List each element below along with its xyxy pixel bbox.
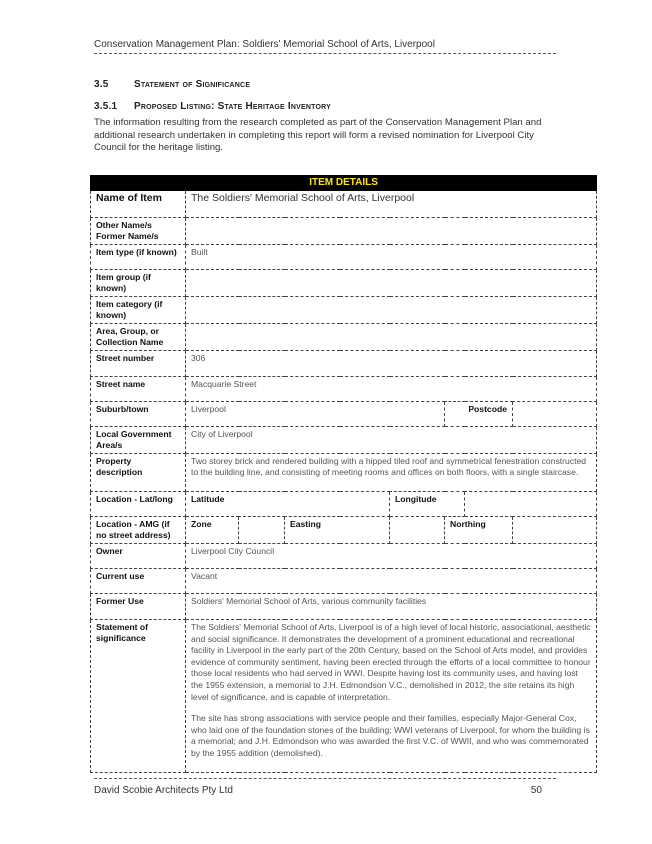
- latitude-label: Latitude: [186, 492, 390, 517]
- owner-value: Liverpool City Council: [186, 544, 597, 569]
- former-use-label: Former Use: [91, 594, 186, 620]
- postcode-value: [513, 402, 597, 427]
- name-of-item-label: Name of Item: [91, 191, 186, 218]
- amg-label: Location - AMG (if no street address): [91, 517, 186, 544]
- statement-label: Statement of significance: [91, 620, 186, 773]
- other-names-value: [186, 218, 597, 245]
- table-title: ITEM DETAILS: [91, 176, 597, 191]
- street-name-label: Street name: [91, 377, 186, 402]
- longitude-label: Longitude: [390, 492, 465, 517]
- street-number-value: 306: [186, 351, 597, 377]
- subsection-heading: [94, 101, 331, 112]
- area-group-value: [186, 324, 597, 351]
- street-number-label: Street number: [91, 351, 186, 377]
- northing-label: Northing: [445, 517, 513, 544]
- zone-label: Zone: [186, 517, 239, 544]
- page-header: Conservation Management Plan: Soldiers' Memorial School of Arts, Liverpool: [94, 39, 556, 54]
- intro-paragraph: The information resulting from the research completed as part of the Conservation Management Plan and additional research undertaken in completing this report will form a revised nomination for Liverpool City Council for the heritage listing.: [94, 117, 542, 153]
- area-group-label: Area, Group, or Collection Name: [91, 324, 186, 351]
- other-names-label: Other Name/s Former Name/s: [91, 218, 186, 245]
- former-use-value: Soldiers' Memorial School of Arts, various community facilities: [186, 594, 597, 620]
- item-type-label: Item type (if known): [91, 245, 186, 270]
- owner-label: Owner: [91, 544, 186, 569]
- item-type-value: Built: [186, 245, 597, 270]
- longitude-value: [465, 492, 597, 517]
- suburb-value: Liverpool: [186, 402, 445, 427]
- current-use-value: Vacant: [186, 569, 597, 594]
- street-name-value: Macquarie Street: [186, 377, 597, 402]
- subsection-number: 3.5.1: [94, 101, 118, 112]
- current-use-label: Current use: [91, 569, 186, 594]
- statement-paragraph: The Soldiers' Memorial School of Arts, Liverpool is of a high level of local historic, associational, aesthetic and social significance. It demonstrates the development of a prominent educational and recreational facility in Liverpool in the early part of the 20th Century, based on the School of Arts model, and provides evidence of community sentiment, having been erected through the efforts of a local committee to honour those local residents who had served in WWI. Despite having lost its community uses, and having lost the 1955 extension, a memorial to J.H. Edmondson V.C., demolished in 2012, the site retains its high level of significance, and is capable of interpretation.: [191, 622, 591, 702]
- section-number: 3.5: [94, 79, 109, 90]
- lga-value: City of Liverpool: [186, 427, 597, 454]
- suburb-label: Suburb/town: [91, 402, 186, 427]
- item-category-label: Item category (if known): [91, 297, 186, 324]
- zone-value: [239, 517, 285, 544]
- statement-value: [186, 620, 597, 773]
- property-description-value: Two storey brick and rendered building with a hipped tiled roof and symmetrical fenestration constructed to the building line, and consisting of meeting rooms and offices on both floors, with a single staircase.: [186, 454, 597, 492]
- postcode-label: Postcode: [445, 402, 513, 427]
- easting-label: Easting: [285, 517, 390, 544]
- item-details-table: [90, 175, 597, 773]
- statement-paragraph: The site has strong associations with service people and their families, especially Major-General Cox, who laid one of the foundation stones of the building; WWI veterans of Liverpool, for whom the building is a memorial; and J.H. Edmondson who was awarded the first V.C. of WWII, and who was commemorated by the 1955 addition (demolished).: [191, 713, 590, 758]
- item-category-value: [186, 297, 597, 324]
- lga-label: Local Government Area/s: [91, 427, 186, 454]
- item-group-label: Item group (if known): [91, 270, 186, 297]
- page-footer: [94, 778, 556, 796]
- northing-value: [513, 517, 597, 544]
- page-number: 50: [530, 785, 542, 796]
- footer-company: David Scobie Architects Pty Ltd: [94, 785, 233, 796]
- property-description-label: Property description: [91, 454, 186, 492]
- latlong-label: Location - Lat/long: [91, 492, 186, 517]
- item-group-value: [186, 270, 597, 297]
- section-heading: [94, 79, 250, 90]
- subsection-title: Proposed Listing: State Heritage Inventory: [134, 101, 331, 112]
- easting-value: [390, 517, 445, 544]
- name-of-item-value: The Soldiers' Memorial School of Arts, Liverpool: [186, 191, 597, 218]
- section-title: Statement of Significance: [134, 79, 251, 90]
